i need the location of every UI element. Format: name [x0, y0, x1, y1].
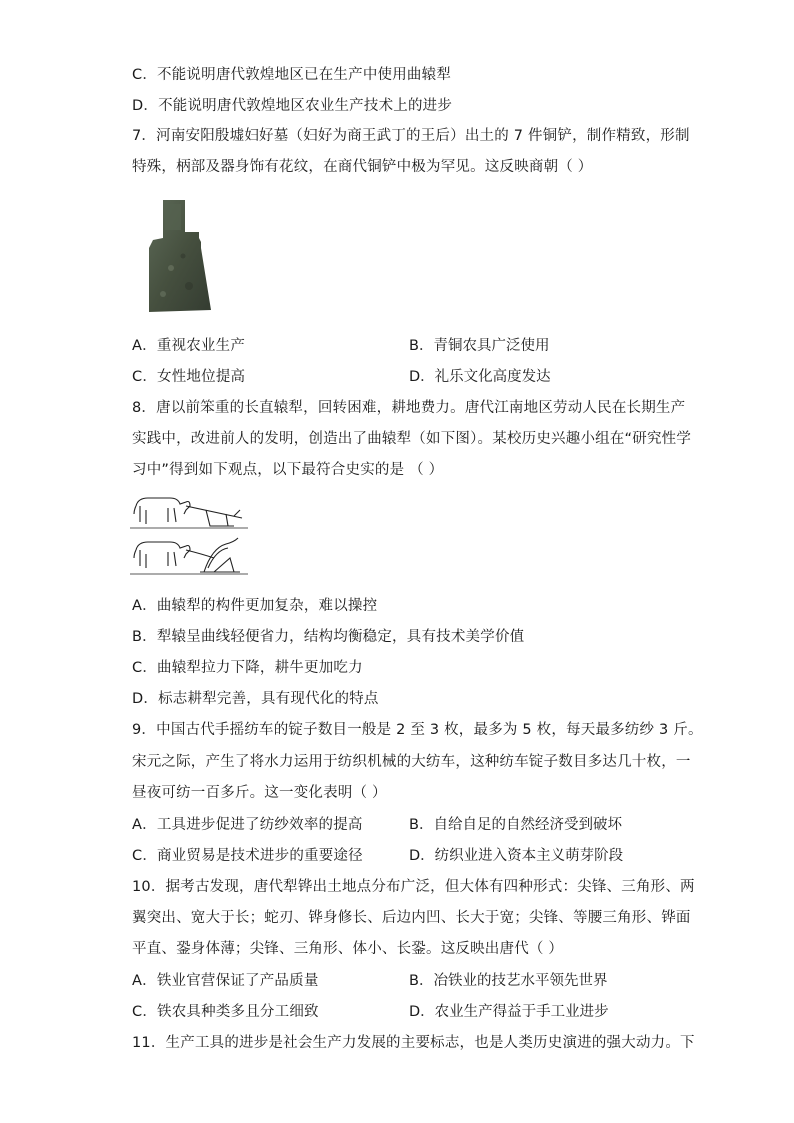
q8-option-a: A．曲辕犁的构件更加复杂，难以操控	[132, 598, 378, 614]
plough-comparison-image	[130, 488, 248, 580]
q10-option-b: B．冶铁业的技艺水平领先世界	[409, 973, 608, 989]
q9-stem-line-1: 9．中国古代手摇纺车的锭子数目一般是 2 至 3 枚，最多为 5 枚，每天最多纺纱 3 斤。	[132, 722, 703, 738]
q7-option-d: D．礼乐文化高度发达	[409, 369, 551, 385]
q8-option-b: B．犁辕呈曲线轻便省力，结构均衡稳定，具有技术美学价值	[132, 629, 525, 645]
q7-option-b: B．青铜农具广泛使用	[409, 338, 550, 354]
q9-stem-line-3: 昼夜可纺一百多斤。这一变化表明（ ）	[132, 785, 387, 801]
q6-option-c: C．不能说明唐代敦煌地区已在生产中使用曲辕犁	[132, 67, 452, 83]
q7-option-a: A．重视农业生产	[132, 338, 246, 354]
q9-option-b: B．自给自足的自然经济受到破坏	[409, 817, 622, 833]
q7-stem-line-1: 7．河南安阳殷墟妇好墓（妇好为商王武丁的王后）出土的 7 件铜铲，制作精致，形制	[132, 128, 690, 144]
q9-option-c: C．商业贸易是技术进步的重要途径	[132, 848, 363, 864]
q9-stem-line-2: 宋元之际，产生了将水力运用于纺织机械的大纺车，这种纺车锭子数目多达几十枚，一	[132, 754, 691, 770]
q10-stem-line-3: 平直、銎身体薄；尖锋、三角形、体小、长銎。这反映出唐代（ ）	[132, 941, 564, 957]
bronze-spade-image	[145, 198, 217, 314]
q8-option-c: C．曲辕犁拉力下降，耕牛更加吃力	[132, 660, 363, 676]
q9-option-d: D．纺织业进入资本主义萌芽阶段	[409, 848, 624, 864]
q10-option-a: A．铁业官营保证了产品质量	[132, 973, 319, 989]
q7-stem-line-2: 特殊，柄部及器身饰有花纹，在商代铜铲中极为罕见。这反映商朝（ ）	[132, 159, 593, 175]
q7-option-c: C．女性地位提高	[132, 369, 246, 385]
q11-stem-line-1: 11．生产工具的进步是社会生产力发展的主要标志，也是人类历史演进的强大动力。下	[132, 1035, 695, 1051]
q8-stem-line-2: 实践中，改进前人的发明，创造出了曲辕犁（如下图）。某校历史兴趣小组在“研究性学	[132, 431, 692, 447]
q8-stem-line-1: 8．唐以前笨重的长直辕犁，回转困难，耕地费力。唐代江南地区劳动人民在长期生产	[132, 400, 686, 416]
q10-option-d: D．农业生产得益于手工业进步	[409, 1004, 609, 1020]
q8-option-d: D．标志耕犁完善，具有现代化的特点	[132, 691, 379, 707]
q6-option-d: D．不能说明唐代敦煌地区农业生产技术上的进步	[132, 98, 453, 114]
q9-option-a: A．工具进步促进了纺纱效率的提高	[132, 817, 363, 833]
q8-stem-line-3: 习中”得到如下观点，以下最符合史实的是 （ ）	[132, 462, 444, 478]
q10-stem-line-1: 10．据考古发现，唐代犁铧出土地点分布广泛，但大体有四种形式：尖锋、三角形、两	[132, 879, 695, 895]
q10-stem-line-2: 翼突出、宽大于长；蛇刃、铧身修长、后边内凹、长大于宽；尖锋、等腰三角形、铧面	[132, 910, 691, 926]
q10-option-c: C．铁农具种类多且分工细致	[132, 1004, 319, 1020]
